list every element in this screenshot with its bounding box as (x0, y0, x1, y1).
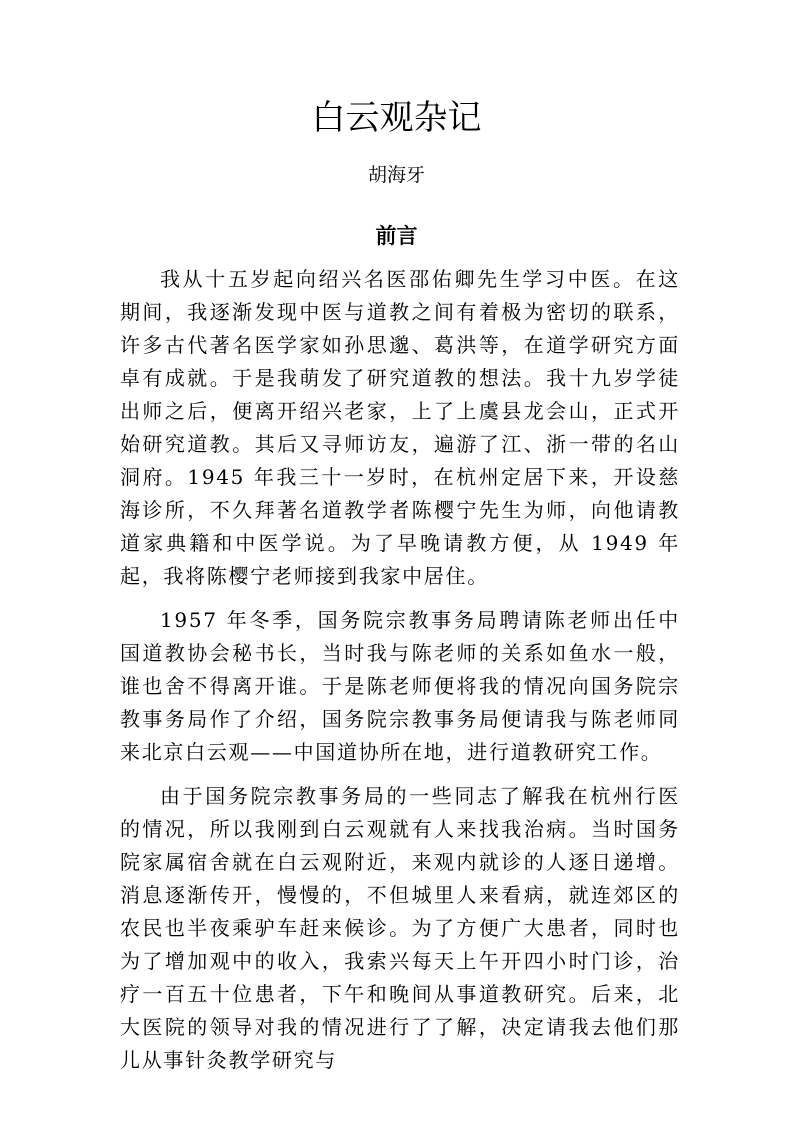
paragraph-3: 由于国务院宗教事务局的一些同志了解我在杭州行医的情况，所以我刚到白云观就有人来找我治病。当时国务院家属宿舍就在白云观附近，来观内就诊的人逐日递增。消息逐渐传开，慢慢的，不但城里人来看病，就连郊区的农民也半夜乘驴车赶来候诊。为了方便广大患者，同时也为了增加观中的收入，我索兴每天上午开四小时门诊，治疗一百五十位患者，下午和晚间从事道教研究。后来，北大医院的领导对我的情况进行了了解，决定请我去他们那儿从事针灸教学研究与 (120, 784, 680, 1072)
document-body (120, 263, 680, 1077)
document-title: 白云观杂记 (311, 98, 482, 138)
paragraph-2: 1957 年冬季，国务院宗教事务局聘请陈老师出任中国道教协会秘书长，当时我与陈老师的关系如鱼水一般，谁也舍不得离开谁。于是陈老师便将我的情况向国务院宗教事务局作了介绍，国务院宗教事务局便请我与陈老师同来北京白云观——中国道协所在地，进行道教研究工作。 (120, 608, 680, 764)
author-name: 胡海牙 (367, 164, 425, 186)
paragraph-1: 我从十五岁起向绍兴名医邵佑卿先生学习中医。在这期间，我逐渐发现中医与道教之间有着极为密切的联系，许多古代著名医学家如孙思邈、葛洪等，在道学研究方面卓有成就。于是我萌发了研究道教的想法。我十九岁学徒出师之后，便离开绍兴老家，上了上虞县龙会山，正式开始研究道教。其后又寻师访友，遍游了江、浙一带的名山洞府。1945 年我三十一岁时，在杭州定居下来，开设慈海诊所，不久拜著名道教学者陈樱宁先生为师，向他请教道家典籍和中医学说。为了早晚请教方便，从 1949 年起，我将陈樱宁老师接到我家中居住。 (120, 267, 680, 588)
section-heading-preface: 前言 (375, 224, 418, 248)
